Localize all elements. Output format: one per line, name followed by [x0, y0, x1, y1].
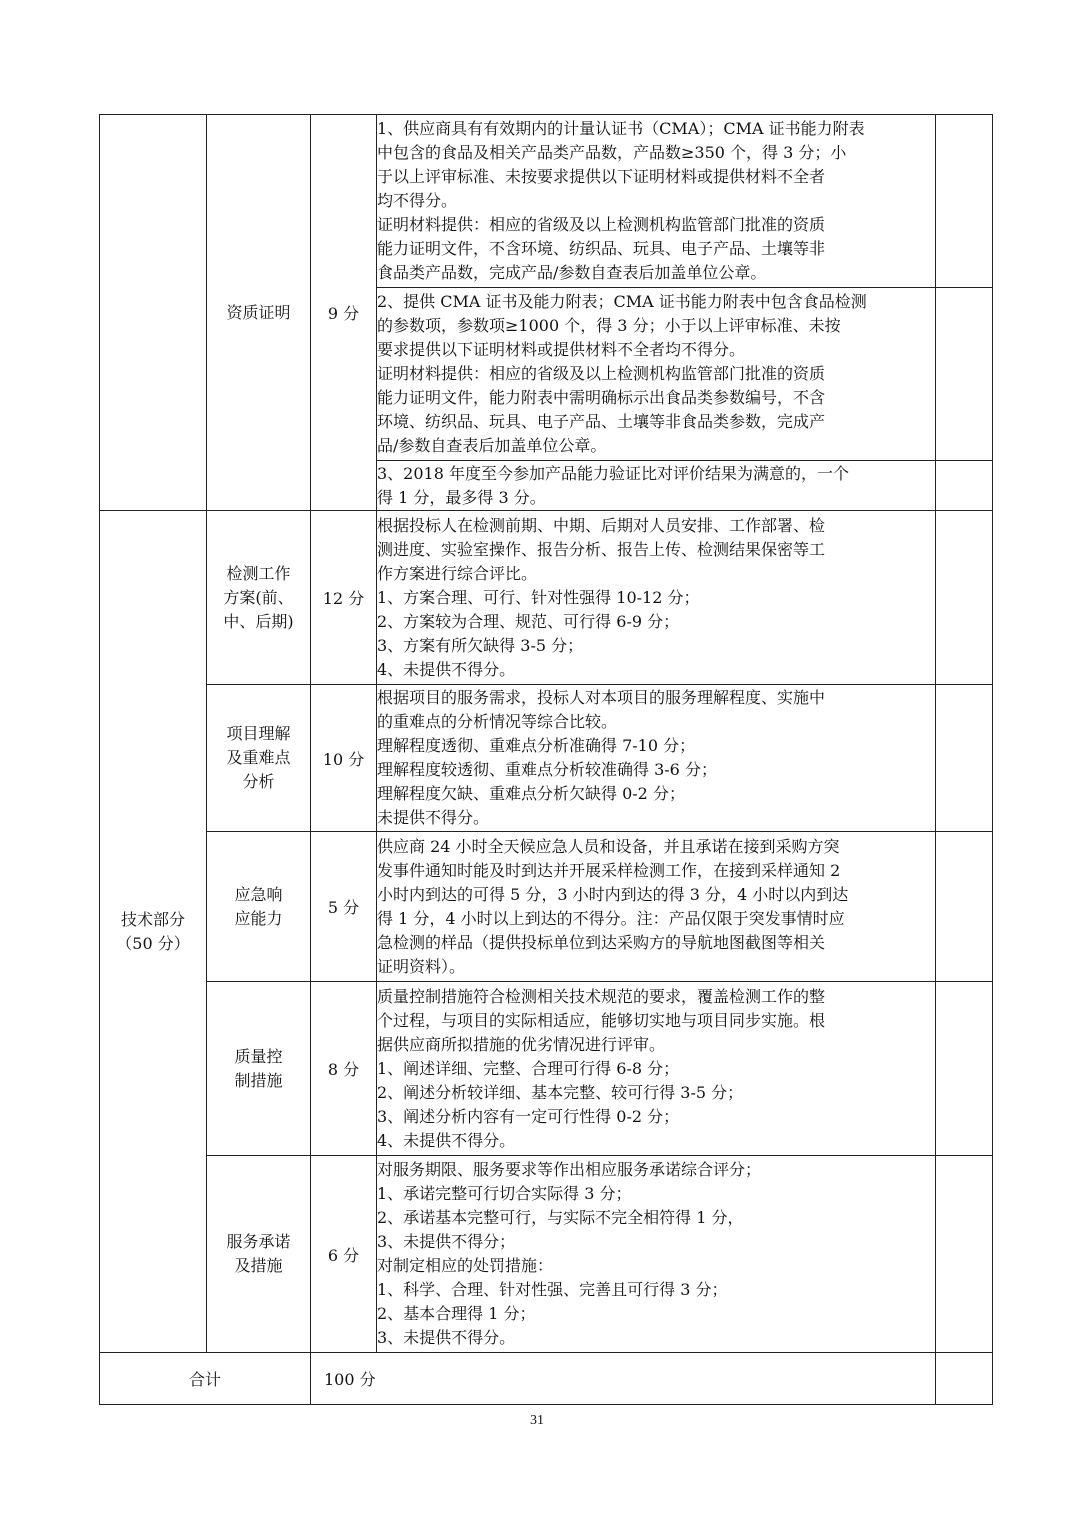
total-score: 100 分	[311, 1353, 936, 1405]
score-cell: 12 分	[311, 511, 377, 685]
category-cell-tech: 技术部分 （50 分）	[100, 511, 207, 1353]
item-name-cell: 项目理解 及重难点 分析	[207, 685, 311, 832]
criteria-cell: 1、供应商具有有效期内的计量认证书（CMA）；CMA 证书能力附表 中包含的食品及相关产品类产品数，产品数≥350 个，得 3 分；小 于以上评审标准、未按要求提供以下证明材料或提供材料不全者 均不得分。 证明材料提供：相应的省级及以上检测机构监管部门批准的资质 能力证明文件，不含环境、纺织品、玩具、电子产品、土壤等非 食品类产品数，完成产品/参数自查表后加盖单位公章。	[377, 115, 936, 288]
criteria-cell: 3、2018 年度至今参加产品能力验证比对评价结果为满意的，一个 得 1 分，最多得 3 分。	[377, 461, 936, 511]
evaluation-cell	[936, 115, 993, 288]
item-name-cell: 应急响 应能力	[207, 832, 311, 982]
total-row	[100, 1353, 993, 1405]
criteria-cell: 质量控制措施符合检测相关技术规范的要求，覆盖检测工作的整 个过程，与项目的实际相适应，能够切实地与项目同步实施。根 据供应商所拟措施的优劣情况进行评审。 1、阐述详细、完整、合理可行得 6-8 分； 2、阐述分析较详细、基本完整、较可行得 3-5 分； 3、阐述分析内容有一定可行性得 0-2 分； 4、未提供不得分。	[377, 982, 936, 1156]
item-name-cell: 资质证明	[207, 115, 311, 511]
score-cell: 9 分	[311, 115, 377, 511]
criteria-cell: 供应商 24 小时全天候应急人员和设备，并且承诺在接到采购方突 发事件通知时能及时到达并开展采样检测工作，在接到采样通知 2 小时内到达的可得 5 分，3 小时内到达的得 3 分，4 小时以内到达 得 1 分，4 小时以上到达的不得分。注：产品仅限于突发事情时应 急检测的样品（提供投标单位到达采购方的导航地图截图等相关 证明资料）。	[377, 832, 936, 982]
table-row	[100, 115, 993, 288]
item-name-cell: 服务承诺 及措施	[207, 1156, 311, 1353]
evaluation-cell	[936, 832, 993, 982]
evaluation-cell	[936, 288, 993, 461]
criteria-cell: 2、提供 CMA 证书及能力附表；CMA 证书能力附表中包含食品检测 的参数项，参数项≥1000 个，得 3 分；小于以上评审标准、未按 要求提供以下证明材料或提供材料不全者均不得分。 证明材料提供：相应的省级及以上检测机构监管部门批准的资质 能力证明文件，能力附表中需明确标示出食品类参数编号，不含 环境、纺织品、玩具、电子产品、土壤等非食品类参数，完成产 品/参数自查表后加盖单位公章。	[377, 288, 936, 461]
score-cell: 6 分	[311, 1156, 377, 1353]
evaluation-cell	[936, 461, 993, 511]
table-row	[100, 982, 993, 1156]
evaluation-cell	[936, 511, 993, 685]
criteria-cell: 根据投标人在检测前期、中期、后期对人员安排、工作部署、检 测进度、实验室操作、报告分析、报告上传、检测结果保密等工 作方案进行综合评比。 1、方案合理、可行、针对性强得 10-12 分； 2、方案较为合理、规范、可行得 6-9 分； 3、方案有所欠缺得 3-5 分； 4、未提供不得分。	[377, 511, 936, 685]
score-cell: 5 分	[311, 832, 377, 982]
table-row	[100, 1156, 993, 1353]
scoring-table	[99, 114, 993, 1405]
total-label: 合计	[100, 1353, 311, 1405]
table-row	[100, 511, 993, 685]
table-row	[100, 685, 993, 832]
score-cell: 10 分	[311, 685, 377, 832]
item-name-cell: 检测工作 方案(前、 中、后期)	[207, 511, 311, 685]
score-cell: 8 分	[311, 982, 377, 1156]
criteria-cell: 对服务期限、服务要求等作出相应服务承诺综合评分； 1、承诺完整可行切合实际得 3 分； 2、承诺基本完整可行，与实际不完全相符得 1 分， 3、未提供不得分； 对制定相应的处罚措施： 1、科学、合理、针对性强、完善且可行得 3 分； 2、基本合理得 1 分； 3、未提供不得分。	[377, 1156, 936, 1353]
evaluation-cell	[936, 685, 993, 832]
category-cell-empty	[100, 115, 207, 511]
item-name-cell: 质量控 制措施	[207, 982, 311, 1156]
criteria-cell: 根据项目的服务需求，投标人对本项目的服务理解程度、实施中 的重难点的分析情况等综合比较。 理解程度透彻、重难点分析准确得 7-10 分； 理解程度较透彻、重难点分析较准确得 3-6 分； 理解程度欠缺、重难点分析欠缺得 0-2 分； 未提供不得分。	[377, 685, 936, 832]
table-row	[100, 832, 993, 982]
page-number: 31	[530, 1413, 544, 1428]
evaluation-cell	[936, 1156, 993, 1353]
evaluation-cell	[936, 982, 993, 1156]
evaluation-cell	[936, 1353, 993, 1405]
